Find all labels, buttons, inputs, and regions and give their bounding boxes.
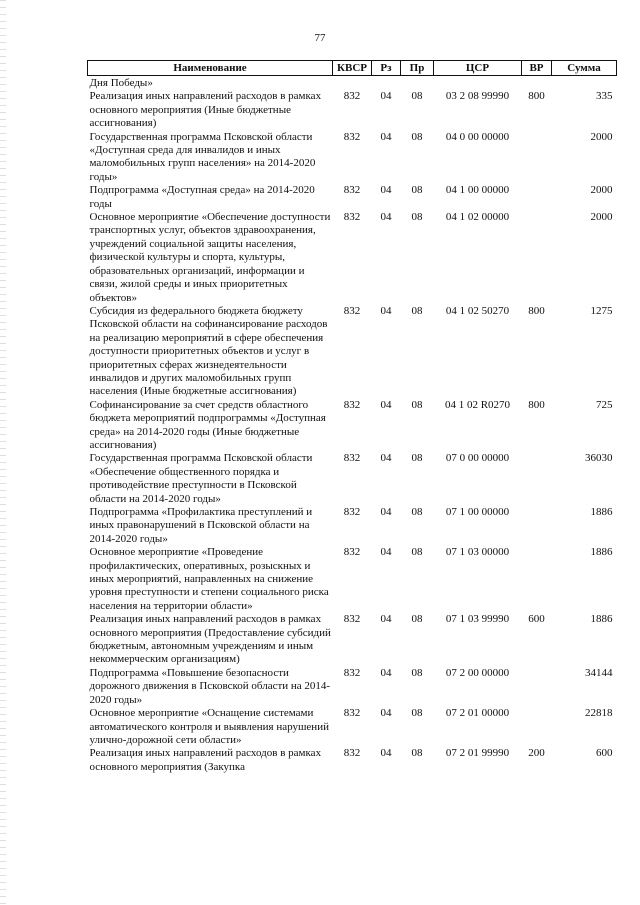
cell-sum: 2000 (590, 130, 613, 143)
cell-pr: 08 (411, 90, 423, 103)
cell-pr: 08 (411, 130, 423, 143)
cell-rz: 04 (380, 666, 392, 679)
cell-vr (522, 131, 552, 185)
cell-vr (522, 707, 552, 747)
budget-allocation-table (87, 60, 617, 774)
cell-pr: 08 (411, 613, 423, 626)
cell-pr: 08 (411, 304, 423, 317)
cell-rz: 04 (380, 546, 392, 559)
cell-sum: 600 (596, 747, 613, 760)
table-row (88, 211, 617, 305)
cell-name: Софинансирование за счет средств областного бюджета мероприятий подпрограммы «Доступная среда» на 2014-2020 годы (Иные бюджетные ассигнования) (89, 398, 326, 451)
table-row (88, 184, 617, 211)
table-row (88, 305, 617, 399)
header-rz: Рз (372, 61, 401, 76)
cell-name: Подпрограмма «Доступная среда» на 2014-2020 годы (89, 184, 315, 210)
header-kvsr: КВСР (333, 61, 372, 76)
table-row (88, 452, 617, 506)
cell-vr (522, 506, 552, 546)
table-body (88, 76, 617, 775)
cell-csr: 04 0 00 00000 (445, 130, 510, 143)
cell-name: Реализация иных направлений расходов в рамках основного мероприятия (Закупка (89, 747, 322, 773)
table-row (88, 707, 617, 747)
cell-rz: 04 (380, 304, 392, 317)
cell-csr: 07 1 03 00000 (445, 546, 510, 559)
cell-rz: 04 (380, 90, 392, 103)
cell-vr: 800 (528, 90, 545, 103)
header-vr: ВР (522, 61, 552, 76)
cell-csr: 03 2 08 99990 (445, 90, 510, 103)
table-row (88, 506, 617, 546)
cell-csr: 07 2 01 00000 (445, 707, 510, 720)
cell-kvsr: 832 (343, 613, 361, 626)
cell-vr (522, 76, 552, 91)
cell-sum: 1886 (590, 506, 613, 518)
cell-pr (401, 76, 434, 91)
cell-rz: 04 (380, 184, 392, 197)
cell-csr: 07 1 00 00000 (445, 506, 510, 518)
cell-sum: 1275 (590, 304, 613, 317)
cell-sum: 725 (596, 398, 613, 411)
cell-kvsr: 832 (343, 452, 361, 465)
cell-name: Дня Победы» (89, 77, 153, 89)
cell-pr: 08 (411, 211, 423, 224)
cell-kvsr: 832 (343, 546, 361, 559)
scan-margin-marks (0, 0, 6, 905)
cell-rz: 04 (380, 506, 392, 518)
cell-kvsr: 832 (343, 90, 361, 103)
cell-vr: 200 (528, 747, 545, 760)
table-row (88, 613, 617, 667)
cell-name: Подпрограмма «Профилактика преступлений и иных правонарушений в Псковской области на 2014-2020 годы» (89, 506, 313, 545)
cell-pr: 08 (411, 546, 423, 559)
cell-sum: 335 (596, 90, 613, 103)
cell-name: Государственная программа Псковской области «Обеспечение общественного порядка и противодействие преступности в Псковской области на 2014-2020 годы» (89, 452, 313, 505)
cell-name: Основное мероприятие «Оснащение системами автоматического контроля и выявления нарушений улично-дорожной сети области» (89, 707, 329, 746)
cell-kvsr: 832 (343, 666, 361, 679)
cell-pr: 08 (411, 666, 423, 679)
cell-kvsr: 832 (343, 211, 361, 224)
header-pr: Пр (401, 61, 434, 76)
cell-csr: 04 1 02 R0270 (444, 398, 511, 411)
cell-rz (372, 76, 401, 91)
cell-vr (522, 184, 552, 211)
cell-kvsr: 832 (343, 184, 361, 197)
cell-pr: 08 (411, 506, 423, 518)
header-sum: Сумма (552, 61, 617, 76)
cell-rz: 04 (380, 747, 392, 760)
table-row (88, 131, 617, 185)
cell-name: Субсидия из федерального бюджета бюджету Псковской области на софинансирование расходов на реализацию мероприятий в сфере обеспечения доступности приоритетных объектов и услуг в приоритетных сферах жизнедеятельности инвалидов и других маломобильных групп населения (Иные бюджетные ассигнования) (89, 304, 328, 398)
cell-csr (434, 76, 522, 91)
cell-csr: 04 1 02 00000 (445, 211, 510, 224)
table-row (88, 76, 617, 91)
cell-sum: 1886 (590, 613, 613, 626)
table-row (88, 546, 617, 613)
cell-kvsr: 832 (343, 707, 361, 720)
cell-sum: 2000 (590, 211, 613, 224)
cell-rz: 04 (380, 211, 392, 224)
table-row (88, 90, 617, 130)
cell-vr: 800 (528, 398, 545, 411)
cell-vr (522, 667, 552, 707)
cell-sum: 2000 (590, 184, 613, 197)
cell-sum (552, 76, 617, 91)
header-csr: ЦСР (434, 61, 522, 76)
cell-name: Реализация иных направлений расходов в рамках основного мероприятия (Иные бюджетные ассигнования) (89, 90, 322, 130)
cell-csr: 04 1 02 50270 (445, 304, 510, 317)
table-row (88, 667, 617, 707)
cell-csr: 07 0 00 00000 (445, 452, 510, 465)
cell-name: Реализация иных направлений расходов в рамках основного мероприятия (Предоставление субсидий бюджетным, автономным учреждениям и иным некоммерческим организациям) (89, 613, 331, 666)
cell-rz: 04 (380, 130, 392, 143)
cell-pr: 08 (411, 398, 423, 411)
cell-kvsr (333, 76, 372, 91)
cell-vr: 600 (528, 613, 545, 626)
cell-pr: 08 (411, 707, 423, 720)
cell-vr (522, 452, 552, 506)
cell-vr: 800 (528, 304, 545, 317)
cell-sum: 22818 (585, 707, 613, 720)
cell-kvsr: 832 (343, 304, 361, 317)
cell-sum: 34144 (585, 666, 613, 679)
cell-vr (522, 546, 552, 613)
cell-kvsr: 832 (343, 506, 361, 518)
cell-csr: 07 2 00 00000 (445, 666, 510, 679)
cell-name: Основное мероприятие «Обеспечение доступности транспортных услуг, объектов здравоохранения, учреждений социальной защиты населения, физической культуры и спорта, культуры, образовательных организаций, информации и связи, жилой среды и иных приоритетных объектов» (89, 211, 331, 304)
cell-sum: 1886 (590, 546, 613, 559)
cell-pr: 08 (411, 452, 423, 465)
cell-name: Государственная программа Псковской области «Доступная среда для инвалидов и иных маломобильных групп населения» на 2014-2020 годы» (89, 130, 316, 183)
cell-csr: 07 2 01 99990 (445, 747, 510, 760)
cell-kvsr: 832 (343, 747, 361, 760)
table-row (88, 399, 617, 453)
table-header (88, 61, 617, 76)
cell-kvsr: 832 (343, 130, 361, 143)
cell-pr: 08 (411, 747, 423, 760)
header-name: Наименование (88, 61, 333, 76)
cell-csr: 07 1 03 99990 (445, 613, 510, 626)
cell-rz: 04 (380, 707, 392, 720)
page-number: 77 (314, 32, 326, 44)
table-row (88, 747, 617, 774)
cell-name: Подпрограмма «Повышение безопасности дорожного движения в Псковской области на 2014-2020 годы» (89, 666, 331, 706)
cell-rz: 04 (380, 398, 392, 411)
cell-sum: 36030 (585, 452, 613, 465)
cell-pr: 08 (411, 184, 423, 197)
cell-name: Основное мероприятие «Проведение профилактических, оперативных, розыскных и иных мероприятий, направленных на снижение уровня преступности и степени социального риска населения на территории области» (89, 546, 329, 612)
cell-kvsr: 832 (343, 398, 361, 411)
cell-rz: 04 (380, 452, 392, 465)
cell-vr (522, 211, 552, 305)
cell-csr: 04 1 00 00000 (445, 184, 510, 197)
cell-rz: 04 (380, 613, 392, 626)
